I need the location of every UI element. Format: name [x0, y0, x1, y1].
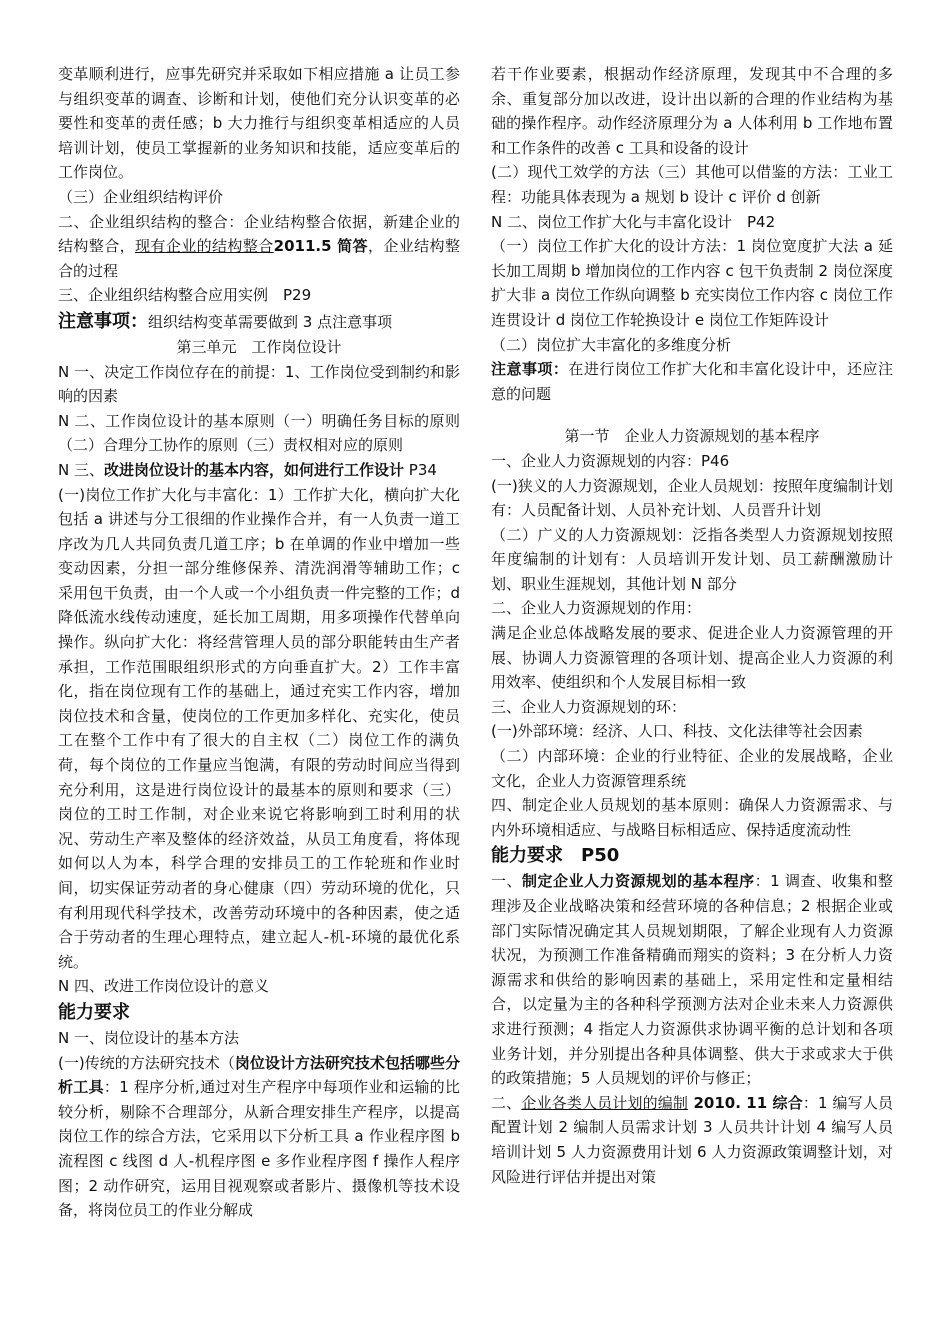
text-run: 二、 — [491, 1093, 522, 1112]
paragraph — [58, 1051, 460, 1223]
text-run: 制定企业人力资源规划的基本程序 — [522, 872, 755, 891]
text-run: 注意事项： — [491, 360, 569, 379]
text-run: N 三、 — [58, 460, 104, 479]
text-run: 现有企业的结构整合 — [135, 237, 274, 256]
text-run: (一)外部环境：经济、人口、科技、文化法律等社会因素 — [491, 722, 863, 741]
text-run: ：1 编写人员配置计划 2 编制人员需求计划 3 人员共计计划 4 编写人员培训计划 5 人力资源费用计划 6 人力资源政策调整计划，对风险进行评估并提出对策 — [491, 1093, 893, 1186]
spacer — [491, 406, 893, 424]
paragraph — [58, 360, 460, 409]
section-heading — [491, 842, 893, 869]
text-run: 三、企业组织结构整合应用实例 P29 — [58, 286, 312, 305]
text-run: 2011.5 简答 — [273, 237, 368, 256]
text-run: N 一、岗位设计的基本方法 — [58, 1028, 239, 1047]
text-run: 二、企业人力资源规划的作用： — [491, 599, 702, 618]
text-run: 若干作业要素，根据动作经济原理，发现其中不合理的多余、重复部分加以改进，设计出以新的合理的作业结构为基础的操作程序。动作经济原理分为 a 人体利用 b 工作地布置和工作条件的改善 c 工具和设备的设计 — [491, 65, 893, 157]
paragraph — [58, 974, 460, 999]
paragraph — [491, 523, 893, 597]
paragraph — [491, 160, 893, 209]
right-column — [491, 62, 893, 1189]
paragraph — [491, 449, 893, 474]
left-column — [58, 62, 460, 1223]
text-run: 企业各类人员计划的编制 — [521, 1093, 689, 1112]
paragraph — [58, 210, 460, 284]
paragraph — [491, 234, 893, 332]
text-run: （二）岗位扩大丰富化的多维度分析 — [491, 335, 732, 354]
text-run: N 二、岗位工作扩大化与丰富化设计 P42 — [491, 212, 776, 231]
paragraph — [491, 719, 893, 744]
paragraph — [58, 308, 460, 335]
text-run: 在进行岗位工作扩大化和丰富化设计中，还应注意的问题 — [491, 360, 893, 403]
text-run: （一）岗位工作扩大化的设计方法：1 岗位宽度扩大法 a 延长加工周期 b 增加岗位的工作内容 c 包干负责制 2 岗位深度扩大非 a 岗位工作纵向调整 b 充实岗位工作内容 c 岗位工作连贯设计 d 岗位工作轮换设计 e 岗位工作矩阵设计 — [491, 237, 893, 329]
text-run: 第三单元 工作岗位设计 — [176, 337, 342, 356]
paragraph — [491, 357, 893, 406]
text-run: 三、企业人力资源规划的环： — [491, 697, 687, 716]
text-run: (一)狭义的人力资源规划，企业人员规划：按照年度编制计划有：人员配备计划、人员补充计划、人员晋升计划 — [491, 476, 893, 520]
text-run: N 一、决定工作岗位存在的前提：1、工作岗位受到制约和影响的因素 — [58, 362, 460, 406]
paragraph — [491, 1091, 893, 1189]
text-run: 组织结构变革需要做到 3 点注意事项 — [148, 312, 393, 331]
text-run: 2010. 11 综合 — [688, 1093, 803, 1112]
paragraph — [491, 793, 893, 842]
text-run: (一)岗位工作扩大化与丰富化：1）工作扩大化，横向扩大化包括 a 讲述与分工很细的作业操作合并，有一人负责一道工序改为几人共同负责几道工序；b 在单调的作业中增加一些变动因素，分担一部分维修保养、清洗润滑等辅助工作；c 采用包干负责，由一个人或一个小组负责一件完整的工作；d 降低流水线传动速度，延长加工周期，用多项操作代替单向操作。纵向扩大化：将经营管理人员的部分职能转由生产者承担，工作范围眼组织形式的方向垂直扩大。2）工作丰富化，指在岗位现有工作的基础上，通过充实工作内容，增加岗位技术和含量，使岗位的工作更加多样化、充实化，使员工在整个工作中有了很大的自主权（二）岗位工作的满负荷，每个岗位的工作量应当饱满，有限的劳动时间应当得到充分利用，这是进行岗位设计的最基本的原则和要求（三）岗位的工时工作制，对企业来说它将影响到工时利用的状况、劳动生产率及整体的经济效益，从员工角度看，将体现如何以人为本，科学合理的安排员工的工作轮班和作业时间，切实保证劳动者的身心健康（四）劳动环境的优化，只有利用现代科学技术，改善劳动环境中的各种因素，使之适合于劳动者的生理心理特点，建立起人-机-环境的最优化系统。 — [58, 485, 460, 971]
text-run: 能力要求 P50 — [491, 845, 620, 867]
paragraph — [491, 695, 893, 720]
text-run: 四、制定企业人员规划的基本原则：确保人力资源需求、与内外环境相适应、与战略目标相适应、保持适度流动性 — [491, 796, 893, 839]
paragraph — [491, 474, 893, 523]
text-run: （二）内部环境：企业的行业特征、企业的发展战略，企业文化，企业人力资源管理系统 — [491, 747, 893, 790]
text-run: P34 — [404, 460, 437, 479]
text-run: ，企业结构整合的过程 — [58, 237, 460, 280]
paragraph — [491, 869, 893, 1090]
text-run: N 四、改进工作岗位设计的意义 — [58, 977, 269, 996]
paragraph — [491, 621, 893, 695]
section-heading — [58, 999, 460, 1026]
paragraph — [58, 283, 460, 308]
paragraph — [58, 185, 460, 210]
section-title — [491, 424, 893, 449]
paragraph — [58, 409, 460, 458]
text-run: 第一节 企业人力资源规划的基本程序 — [564, 427, 820, 446]
paragraph — [491, 210, 893, 235]
text-run: 一、 — [491, 872, 523, 891]
paragraph — [58, 483, 460, 975]
text-run: 满足企业总体战略发展的要求、促进企业人力资源管理的开展、协调人力资源管理的各项计划、提高企业人力资源的利用效率、使组织和个人发展目标相一致 — [491, 624, 893, 692]
text-run: 岗位设计方法研究技术包括哪些分析工具 — [58, 1053, 460, 1097]
text-run: 能力要求 — [58, 1001, 130, 1023]
text-run: 注意事项： — [58, 310, 148, 332]
text-run: 改进岗位设计的基本内容，如何进行工作设计 — [104, 460, 405, 479]
paragraph — [491, 333, 893, 358]
text-run: （三）企业组织结构评价 — [58, 187, 224, 206]
section-title — [58, 335, 460, 360]
paragraph — [58, 1026, 460, 1051]
text-run: 变革顺利进行，应事先研究并采取如下相应措施 a 让员工参与组织变革的调查、诊断和计划，使他们充分认识变革的必要性和变革的责任感；b 大力推行与组织变革相适应的人员培训计划，使员工掌握新的业务知识和技能，适应变革后的工作岗位。 — [58, 65, 460, 182]
paragraph — [491, 744, 893, 793]
text-run: ：1 调查、收集和整理涉及企业战略决策和经营环境的各种信息；2 根据企业或部门实际情况确定其人员规划期限，了解企业现有人力资源状况，为预测工作准备精确而翔实的资料；3 在分析人力资源需求和供给的影响因素的基础上，采用定性和定量相结合，以定量为主的各种科学预测方法对企业未来人力资源供求进行预测；4 指定人力资源供求协调平衡的总计划和各项业务计划，并分别提出各种具体调整、供大于求或求大于供的政策措施；5 人员规划的评价与修正； — [491, 872, 893, 1088]
paragraph — [58, 458, 460, 483]
text-run: 一、企业人力资源规划的内容：P46 — [491, 451, 730, 470]
paragraph — [58, 62, 460, 185]
text-run: 二、企业组织结构的整合：企业结构整合依据，新建企业的结构整合， — [58, 212, 460, 256]
text-run: N 二、工作岗位设计的基本原则（一）明确任务目标的原则（二）合理分工协作的原则（三）责权相对应的原则 — [58, 411, 460, 455]
text-run: (二）现代工效学的方法（三）其他可以借鉴的方法：工业工程：功能具体表现为 a 规划 b 设计 c 评价 d 创新 — [491, 163, 893, 206]
text-run: （二）广义的人力资源规划：泛指各类型人力资源规划按照年度编制的计划有：人员培训开发计划、员工薪酬激励计划、职业生涯规划，其他计划 N 部分 — [491, 525, 893, 593]
text-run: (一)传统的方法研究技术（ — [58, 1053, 235, 1072]
text-run: ：1 程序分析,通过对生产程序中每项作业和运输的比较分析，剔除不合理部分，从新合理安排生产程序，以提高岗位工作的综合方法，它采用以下分析工具 a 作业程序图 b 流程图 c 线图 d 人-机程序图 e 多作业程序图 f 操作人程序图；2 动作研究，运用目视观察或者影片、摄像机等技术设备，将岗位员工的作业分解成 — [58, 1078, 460, 1220]
paragraph — [491, 596, 893, 621]
paragraph — [491, 62, 893, 160]
